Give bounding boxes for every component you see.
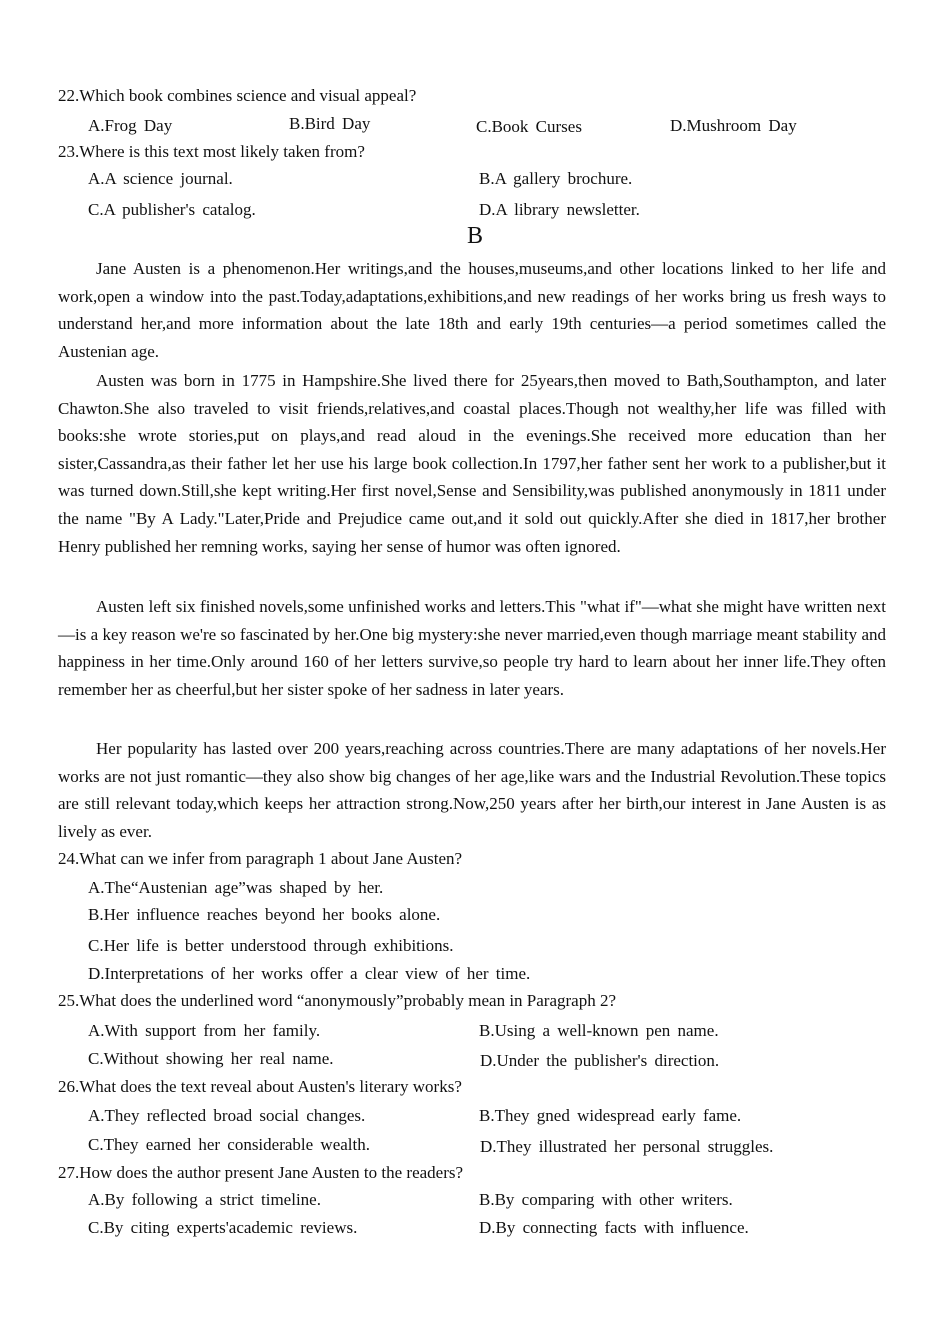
question-26-stem: 26.What does the text reveal about Austen's literary works? <box>58 1077 462 1096</box>
question-27-option-a: A.By following a strict timeline. <box>88 1190 321 1209</box>
question-23-option-a: A.A science journal. <box>88 169 233 188</box>
question-27-option-b: B.By comparing with other writers. <box>479 1190 733 1209</box>
question-23-option-c: C.A publisher's catalog. <box>88 200 256 219</box>
question-26-option-c: C.They earned her considerable wealth. <box>88 1135 370 1154</box>
section-heading: B <box>466 223 483 249</box>
question-25-stem: 25.What does the underlined word “anonymously”probably mean in Paragraph 2? <box>58 991 617 1010</box>
question-23-option-b: B.A gallery brochure. <box>479 169 633 188</box>
question-22-option-d: D.Mushroom Day <box>670 116 797 135</box>
question-27-stem: 27.How does the author present Jane Austen to the readers? <box>58 1163 464 1182</box>
question-26-option-b: B.They gned widespread early fame. <box>479 1106 742 1125</box>
question-26-option-a: A.They reflected broad social changes. <box>88 1106 366 1125</box>
question-25-option-a: A.With support from her family. <box>88 1021 321 1040</box>
question-25-option-c: C.Without showing her real name. <box>88 1049 334 1068</box>
question-22-option-b: B.Bird Day <box>289 114 371 133</box>
question-22-option-a: A.Frog Day <box>88 116 173 135</box>
question-24-option-d: D.Interpretations of her works offer a clear view of her time. <box>88 964 531 983</box>
question-24-option-c: C.Her life is better understood through exhibitions. <box>88 936 454 955</box>
question-24-option-b: B.Her influence reaches beyond her books alone. <box>88 905 441 924</box>
question-24-option-a: A.The“Austenian age”was shaped by her. <box>88 878 384 897</box>
question-26-option-d: D.They illustrated her personal struggles. <box>480 1137 774 1156</box>
question-25-option-b: B.Using a well-known pen name. <box>479 1021 719 1040</box>
passage-paragraph-2: Austen was born in 1775 in Hampshire.She lived there for 25years,then moved to Bath,Southampton, and later Chawton.She also traveled to visit friends,relatives,and coastal places.Though not wealthy,her life was filled with books:she wrote stories,put on plays,and read aloud in the evenings.She received more education than her sister,Cassandra,as their father let her use his large book collection.In 1797,her father sent her work to a publisher,but it was turned down.Still,she kept writing.Her first novel,Sense and Sensibility,was published anonymously in 1811 under the name "By A Lady."Later,Pride and Prejudice came out,and it sold out quickly.After she died in 1817,her brother Henry published her remning works, saying her sense of humor was often ignored. <box>58 371 886 556</box>
question-23-option-d: D.A library newsletter. <box>479 200 640 219</box>
question-22-option-c: C.Book Curses <box>476 117 582 136</box>
passage-paragraph-1: Jane Austen is a phenomenon.Her writings,and the houses,museums,and other locations linked to her life and work,open a window into the past.Today,adaptations,exhibitions,and new readings of her works bring us fresh ways to understand her,and more information about the late 18th and early 19th centuries—a period sometimes called the Austenian age. <box>58 259 886 361</box>
question-23-stem: 23.Where is this text most likely taken from? <box>58 142 365 161</box>
passage-paragraph-4: Her popularity has lasted over 200 years,reaching across countries.There are many adaptations of her novels.Her works are not just romantic—they also show big changes of her age,like wars and the Industrial Revolution.These topics are still relevant today,which keeps her attraction strong.Now,250 years after her birth,our interest in Jane Austen is as lively as ever. <box>58 739 886 841</box>
question-25-option-d: D.Under the publisher's direction. <box>480 1051 720 1070</box>
question-27-option-d: D.By connecting facts with influence. <box>479 1218 749 1237</box>
question-27-option-c: C.By citing experts'academic reviews. <box>88 1218 358 1237</box>
question-24-stem: 24.What can we infer from paragraph 1 about Jane Austen? <box>58 849 463 868</box>
question-22-stem: 22.Which book combines science and visual appeal? <box>58 86 417 105</box>
passage-paragraph-3: Austen left six finished novels,some unfinished works and letters.This "what if"—what she might have written next—is a key reason we're so fascinated by her.One big mystery:she never married,even though marriage meant stability and happiness in her time.Only around 160 of her letters survive,so people try hard to learn about her inner life.They often remember her as cheerful,but her sister spoke of her sadness in later years. <box>58 597 886 699</box>
